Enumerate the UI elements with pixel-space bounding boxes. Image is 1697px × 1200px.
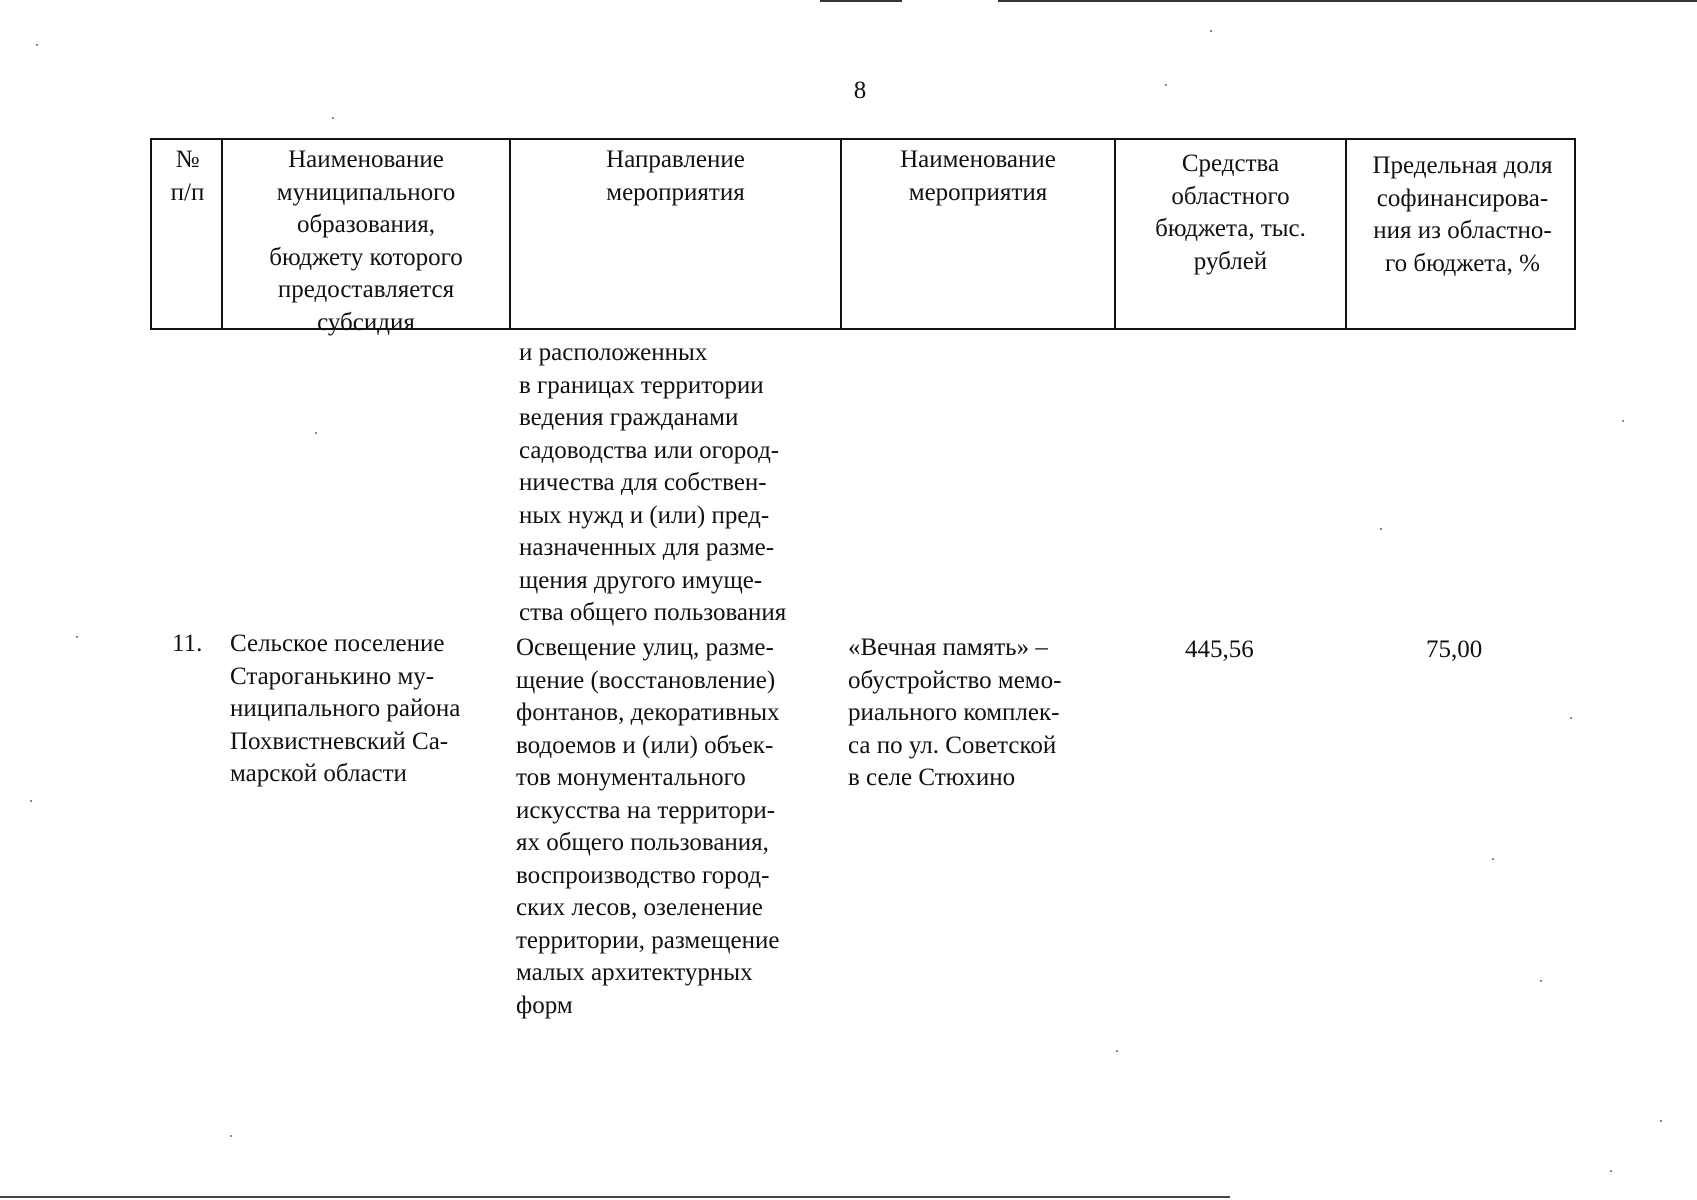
row-share: 75,00 xyxy=(1426,636,1483,663)
header-direction: Направление мероприятия xyxy=(606,146,745,206)
row-number: 11. xyxy=(172,630,203,657)
bottom-rule xyxy=(0,1196,1230,1198)
row-municipality: Сельское поселение Староганькино му- ниципального района Похвистневский Са- марской области xyxy=(230,630,461,787)
scan-speck xyxy=(1492,858,1494,860)
scan-speck xyxy=(30,800,32,802)
header-share: Предельная доля софинансирова- ния из областно- го бюджета, % xyxy=(1372,152,1553,277)
scan-speck xyxy=(76,636,78,638)
scan-speck xyxy=(1540,980,1542,982)
header-municipality: Наименование муниципального образования, бюджету которого предоставляется субсидия xyxy=(269,146,463,336)
scan-speck xyxy=(230,1135,232,1137)
scan-speck xyxy=(36,44,38,46)
scan-speck xyxy=(1210,30,1212,32)
page-number: 8 xyxy=(853,77,867,104)
header-number: № п/п xyxy=(170,146,205,206)
scan-speck xyxy=(1622,420,1624,422)
header-event-name: Наименование мероприятия xyxy=(900,146,1056,206)
scan-speck xyxy=(332,117,334,119)
scan-speck xyxy=(1610,1170,1612,1172)
scan-speck xyxy=(1380,528,1382,530)
scan-speck xyxy=(1165,84,1167,86)
scan-speck xyxy=(1570,717,1572,719)
direction-continuation: и расположенных в границах территории ведения гражданами садоводства или огород- ничества для собствен- ных нужд и (или) пред- назначенных для разме- щения другого имуще- ства общего пользования xyxy=(519,339,787,626)
top-rule-right xyxy=(998,0,1697,2)
top-rule-left xyxy=(820,0,902,2)
row-event-name: «Вечная память» – обустройство мемо- риального комплек- са по ул. Советской в селе Стюхино xyxy=(848,634,1062,791)
header-funds: Средства областного бюджета, тыс. рублей xyxy=(1155,150,1306,275)
table-header xyxy=(150,138,1576,336)
row-funds: 445,56 xyxy=(1185,636,1254,663)
scan-speck xyxy=(1116,1050,1118,1052)
scan-speck xyxy=(1660,1120,1662,1122)
row-direction: Освещение улиц, разме- щение (восстановление) фонтанов, декоративных водоемов и (или) объек- тов монументального искусства на территори- ях общего пользования, воспроизводство город- ских лесов, озеленение территории, размещение малых архитектурных форм xyxy=(516,634,780,1019)
scan-speck xyxy=(315,432,317,434)
